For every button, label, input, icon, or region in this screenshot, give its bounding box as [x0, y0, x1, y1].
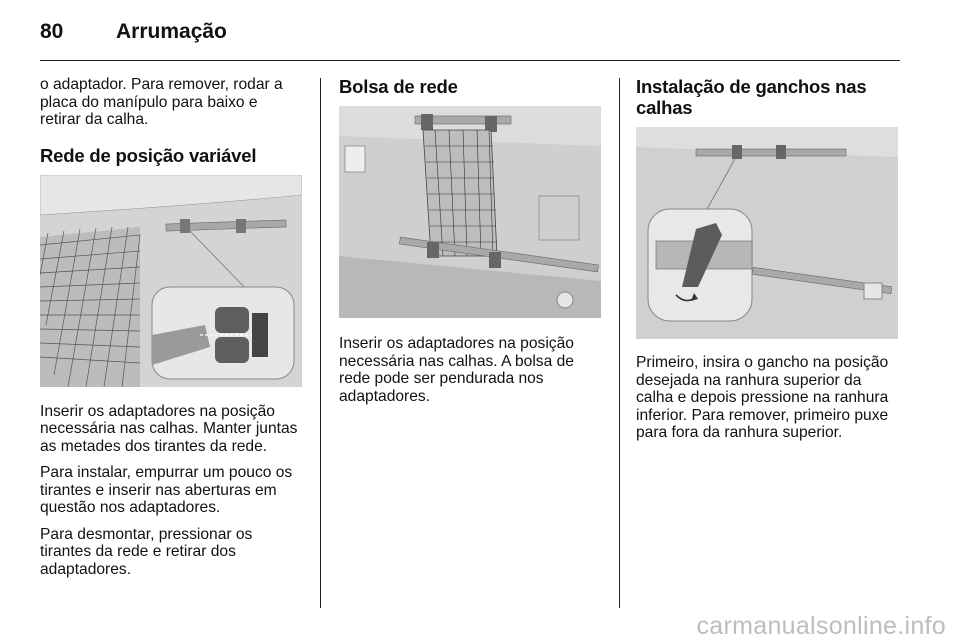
column-2	[339, 76, 601, 414]
figure-net-bag	[339, 106, 601, 318]
watermark: carmanualsonline.info	[696, 612, 946, 640]
column-divider-2	[619, 78, 620, 608]
column-divider-1	[320, 78, 321, 608]
figure-variable-net	[40, 175, 302, 387]
col1-paragraph-1: Inserir os adaptadores na posição necessária nas calhas. Manter juntas as metades dos tirantes da rede.	[40, 402, 298, 455]
column-3	[636, 76, 900, 451]
col3-paragraph-1: Primeiro, insira o gancho na posição desejada na ranhura superior da calha e depois pressione na ranhura inferior. Para remover, primeiro puxe para fora da ranhura superior.	[636, 354, 889, 441]
col1-paragraph-3: Para desmontar, pressionar os tirantes da rede e retirar dos adaptadores.	[40, 525, 253, 578]
section-heading-net-bag: Bolsa de rede	[339, 76, 458, 97]
col1-paragraph-2: Para instalar, empurrar um pouco os tirantes e inserir nas aberturas em questão nos adaptadores.	[40, 464, 293, 516]
section-heading-rail-hooks: Instalação de ganchos nas calhas	[636, 76, 867, 118]
col2-paragraph-1: Inserir os adaptadores na posição necessária nas calhas. A bolsa de rede pode ser pendurada nos adaptadores.	[339, 335, 574, 405]
figure-rail-hooks	[636, 127, 898, 339]
chapter-title: Arrumação	[116, 20, 227, 43]
page-number: 80	[40, 20, 64, 43]
page-header	[40, 16, 900, 48]
header-rule	[40, 60, 900, 61]
intro-text: o adaptador. Para remover, rodar a placa do manípulo para baixo e retirar da calha.	[40, 76, 283, 128]
section-heading-variable-net: Rede de posição variável	[40, 144, 257, 166]
column-1	[40, 76, 302, 587]
